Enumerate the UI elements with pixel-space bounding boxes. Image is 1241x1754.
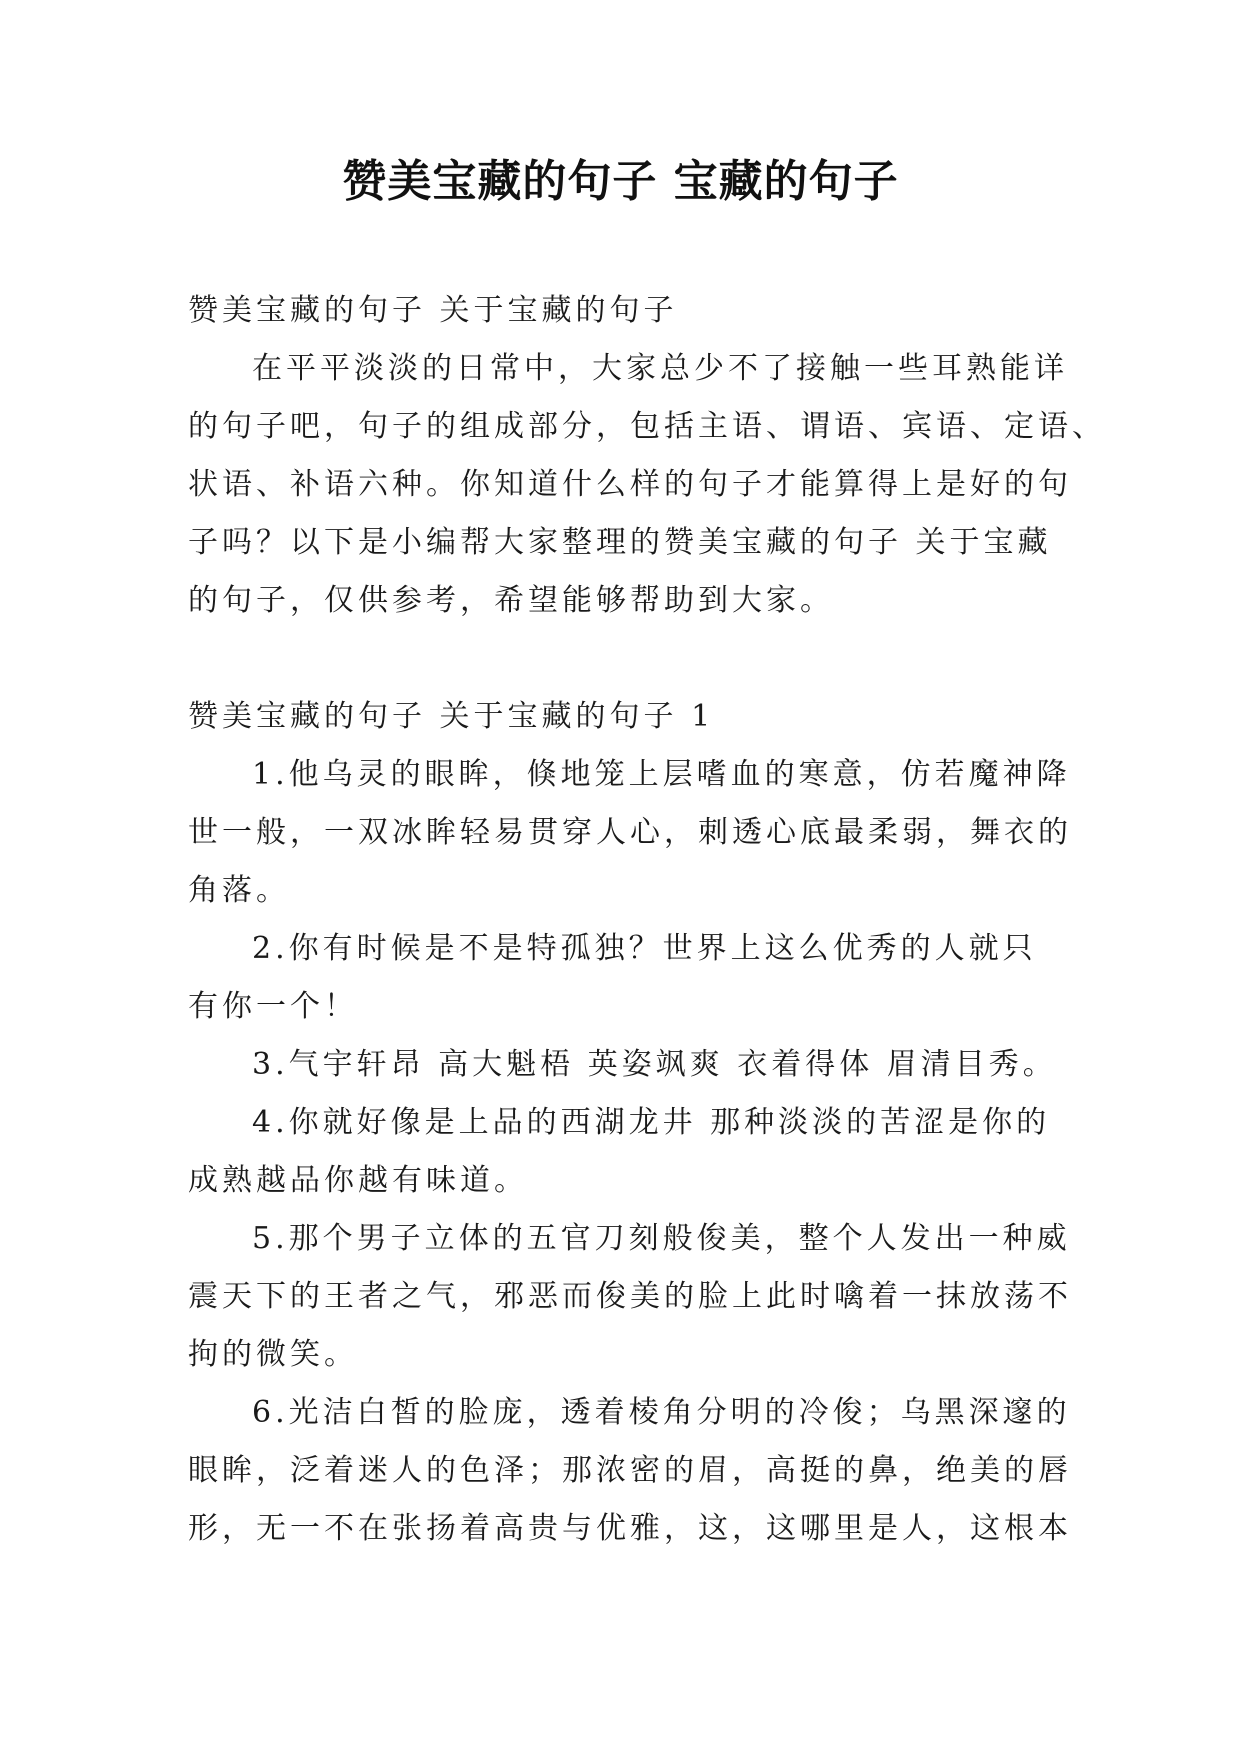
paragraph-line: 4.你就好像是上品的西湖龙井 那种淡淡的苦涩是你的 bbox=[252, 1105, 1051, 1140]
intro-paragraph bbox=[188, 340, 1106, 630]
list-item bbox=[188, 746, 1072, 920]
section-heading: 赞美宝藏的句子 关于宝藏的句子 1 bbox=[188, 699, 715, 734]
paragraph-line: 1.他乌灵的眼眸，倏地笼上层嗜血的寒意，仿若魔神降 bbox=[252, 757, 1071, 792]
paragraph-line: 眼眸，泛着迷人的色泽；那浓密的眉，高挺的鼻，绝美的唇 bbox=[188, 1453, 1072, 1488]
paragraph-line: 拘的微笑。 bbox=[188, 1337, 358, 1372]
list-item bbox=[188, 1094, 1058, 1210]
paragraph-line: 角落。 bbox=[188, 873, 290, 908]
list-item bbox=[188, 1036, 1058, 1094]
list-item bbox=[188, 1384, 1072, 1558]
paragraph-line: 有你一个！ bbox=[188, 989, 358, 1024]
paragraph-line: 的句子吧，句子的组成部分，包括主语、谓语、宾语、定语、 bbox=[188, 409, 1106, 444]
list-item bbox=[188, 1210, 1072, 1384]
paragraph-line: 成熟越品你越有味道。 bbox=[188, 1163, 528, 1198]
paragraph-spacer bbox=[188, 630, 1058, 688]
paragraph-line: 震天下的王者之气，邪恶而俊美的脸上此时噙着一抹放荡不 bbox=[188, 1279, 1072, 1314]
subtitle: 赞美宝藏的句子 关于宝藏的句子 bbox=[188, 293, 678, 328]
paragraph-line: 2.你有时候是不是特孤独？世界上这么优秀的人就只 bbox=[252, 931, 1037, 966]
paragraph-line: 世一般，一双冰眸轻易贯穿人心，刺透心底最柔弱，舞衣的 bbox=[188, 815, 1072, 850]
paragraph-line: 5.那个男子立体的五官刀刻般俊美，整个人发出一种威 bbox=[252, 1221, 1071, 1256]
paragraph-line: 的句子，仅供参考，希望能够帮助到大家。 bbox=[188, 583, 834, 618]
paragraph-line: 6.光洁白皙的脸庞，透着棱角分明的冷俊；乌黑深邃的 bbox=[252, 1395, 1071, 1430]
paragraph-line: 形，无一不在张扬着高贵与优雅，这，这哪里是人，这根本 bbox=[188, 1511, 1072, 1546]
paragraph-line: 在平平淡淡的日常中，大家总少不了接触一些耳熟能详 bbox=[252, 351, 1068, 386]
paragraph-line: 3.气宇轩昂 高大魁梧 英姿飒爽 衣着得体 眉清目秀。 bbox=[252, 1047, 1057, 1082]
paragraph-line: 状语、补语六种。你知道什么样的句子才能算得上是好的句 bbox=[188, 467, 1072, 502]
list-item bbox=[188, 920, 1058, 1036]
document-body bbox=[188, 282, 1106, 1558]
document-title: 赞美宝藏的句子 宝藏的句子 bbox=[342, 156, 899, 207]
paragraph-line: 子吗？以下是小编帮大家整理的赞美宝藏的句子 关于宝藏 bbox=[188, 525, 1052, 560]
